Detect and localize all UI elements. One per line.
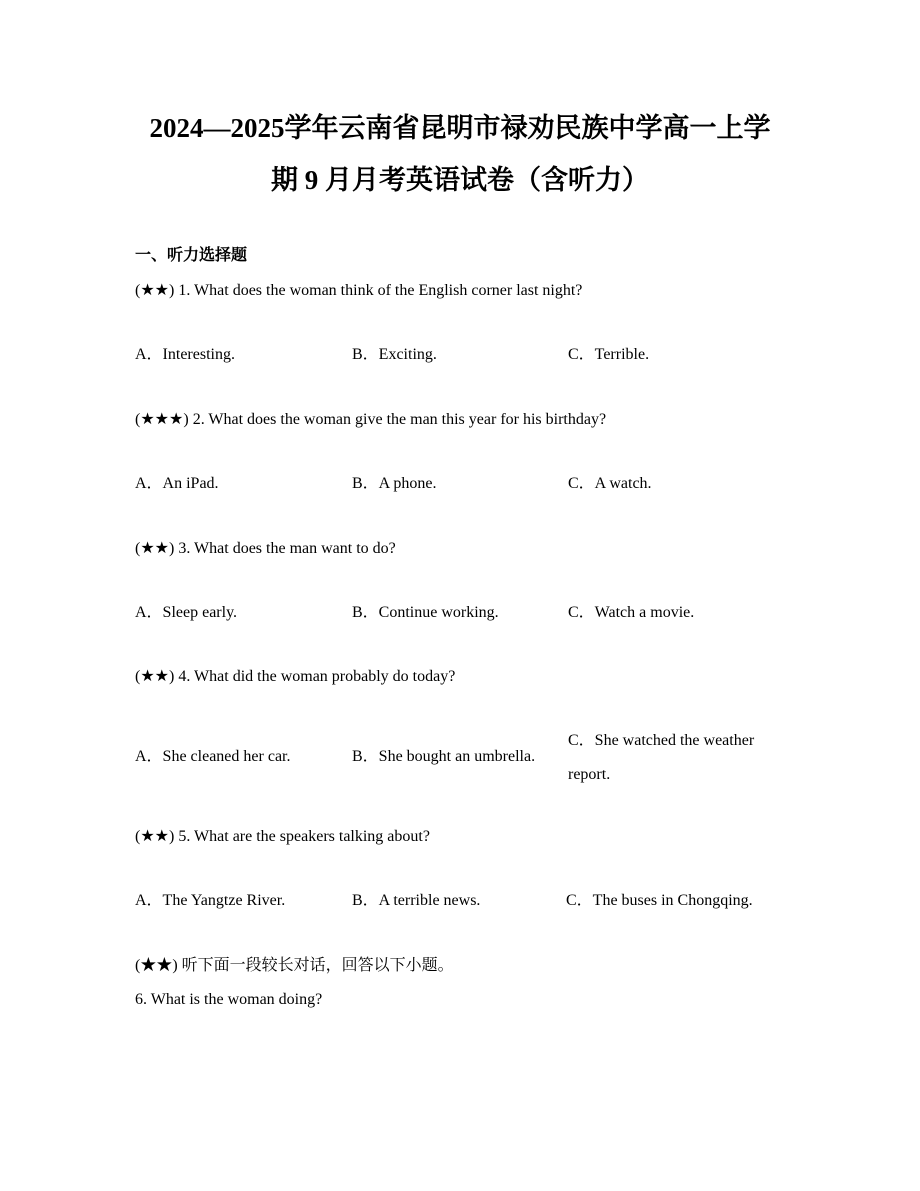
question-4 <box>135 665 455 689</box>
intro-text: 听下面一段较长对话，回答以下小题。 <box>181 957 454 974</box>
difficulty-stars: (★★★) <box>135 411 189 428</box>
question-3-option-c: C．Watch a movie. <box>568 604 695 621</box>
question-text: 3. What does the man want to do? <box>178 540 396 557</box>
question-4-option-c: C．She watched the weather report. <box>568 732 755 783</box>
difficulty-stars: (★★) <box>135 957 178 974</box>
question-1-option-b: B．Exciting. <box>352 346 437 363</box>
question-text: 1. What does the woman think of the English corner last night? <box>178 282 583 299</box>
document-title-line-1: 2024—2025学年云南省昆明市禄劝民族中学高一上学 <box>149 113 771 143</box>
question-text: 4. What did the woman probably do today? <box>178 668 456 685</box>
question-1-option-a: A．Interesting. <box>135 346 235 363</box>
difficulty-stars: (★★) <box>135 828 175 845</box>
difficulty-stars: (★★) <box>135 540 175 557</box>
question-5 <box>135 825 430 849</box>
question-text: 5. What are the speakers talking about? <box>178 828 430 845</box>
question-3 <box>135 537 396 561</box>
question-3-option-b: B．Continue working. <box>352 604 499 621</box>
question-2-option-b: B．A phone. <box>352 475 437 492</box>
document-title-line-2: 期 9 月月考英语试卷（含听力） <box>271 165 649 195</box>
question-2-option-a: A．An iPad. <box>135 475 219 492</box>
question-2-option-c: C．A watch. <box>568 475 652 492</box>
question-6: 6. What is the woman doing? <box>135 991 323 1008</box>
long-dialogue-intro <box>135 954 454 978</box>
question-4-option-b: B．She bought an umbrella. <box>352 748 536 765</box>
question-text: 2. What does the woman give the man this year for his birthday? <box>192 411 607 428</box>
difficulty-stars: (★★) <box>135 282 175 299</box>
question-4-option-a: A．She cleaned her car. <box>135 748 291 765</box>
difficulty-stars: (★★) <box>135 668 175 685</box>
question-2 <box>135 408 606 432</box>
question-1 <box>135 279 582 303</box>
question-1-option-c: C．Terrible. <box>568 346 650 363</box>
section-heading: 一、听力选择题 <box>135 247 248 264</box>
question-3-option-a: A．Sleep early. <box>135 604 238 621</box>
question-5-option-a: A．The Yangtze River. <box>135 892 286 909</box>
question-5-option-c: C．The buses in Chongqing. <box>566 892 753 909</box>
question-5-option-b: B．A terrible news. <box>352 892 481 909</box>
